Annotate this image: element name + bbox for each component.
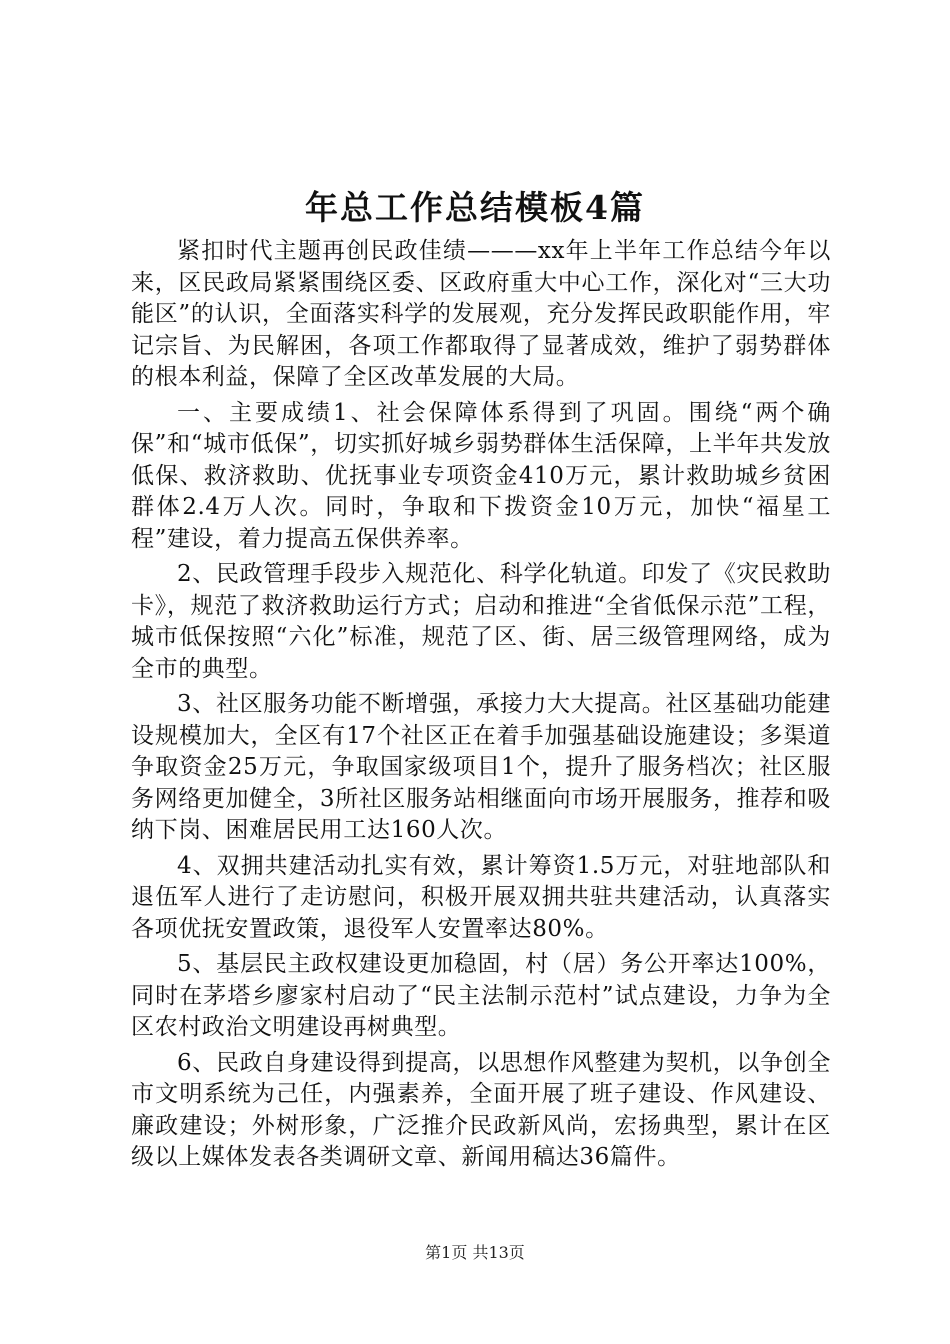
page-footer: 第1页 共13页 bbox=[425, 1243, 525, 1262]
paragraph-achievement-2: 2、民政管理手段步入规范化、科学化轨道。印发了《灾民救助卡》，规范了救济救助运行方式；启动和推进“全省低保示范”工程，城市低保按照“六化”标准，规范了区、街、居三级管理网络，成为全市的典型。 bbox=[131, 561, 831, 682]
paragraph-achievement-3: 3、社区服务功能不断增强，承接力大大提高。社区基础功能建设规模加大，全区有17个社区正在着手加强基础设施建设；多渠道争取资金25万元，争取国家级项目1个，提升了服务档次；社区服务网络更加健全，3所社区服务站相继面向市场开展服务，推荐和吸纳下岗、困难居民用工达160人次。 bbox=[131, 691, 831, 843]
document-body bbox=[131, 236, 831, 1178]
paragraph-achievement-1: 一、主要成绩1、社会保障体系得到了巩固。围绕“两个确保”和“城市低保”，切实抓好城乡弱势群体生活保障，上半年共发放低保、救济救助、优抚事业专项资金410万元，累计救助城乡贫困群体2.4万人次。同时，争取和下拨资金10万元，加快“福星工程”建设，着力提高五保供养率。 bbox=[131, 399, 831, 552]
paragraph-achievement-5: 5、基层民主政权建设更加稳固，村（居）务公开率达100%，同时在茅塔乡廖家村启动了“民主法制示范村”试点建设，力争为全区农村政治文明建设再树典型。 bbox=[131, 951, 831, 1040]
document-title: 年总工作总结模板4篇 bbox=[305, 188, 645, 227]
paragraph-achievement-6: 6、民政自身建设得到提高，以思想作风整建为契机，以争创全市文明系统为己任，内强素养，全面开展了班子建设、作风建设、廉政建设；外树形象，广泛推介民政新风尚，宏扬典型，累计在区级以上媒体发表各类调研文章、新闻用稿达36篇件。 bbox=[131, 1049, 831, 1170]
paragraph-intro: 紧扣时代主题再创民政佳绩———xx年上半年工作总结今年以来，区民政局紧紧围绕区委、区政府重大中心工作，深化对“三大功能区”的认识，全面落实科学的发展观，充分发挥民政职能作用，牢记宗旨、为民解困，各项工作都取得了显著成效，维护了弱势群体的根本利益，保障了全区改革发展的大局。 bbox=[131, 238, 831, 390]
paragraph-achievement-4: 4、双拥共建活动扎实有效，累计筹资1.5万元，对驻地部队和退伍军人进行了走访慰问，积极开展双拥共驻共建活动，认真落实各项优抚安置政策，退役军人安置率达80%。 bbox=[131, 852, 831, 942]
